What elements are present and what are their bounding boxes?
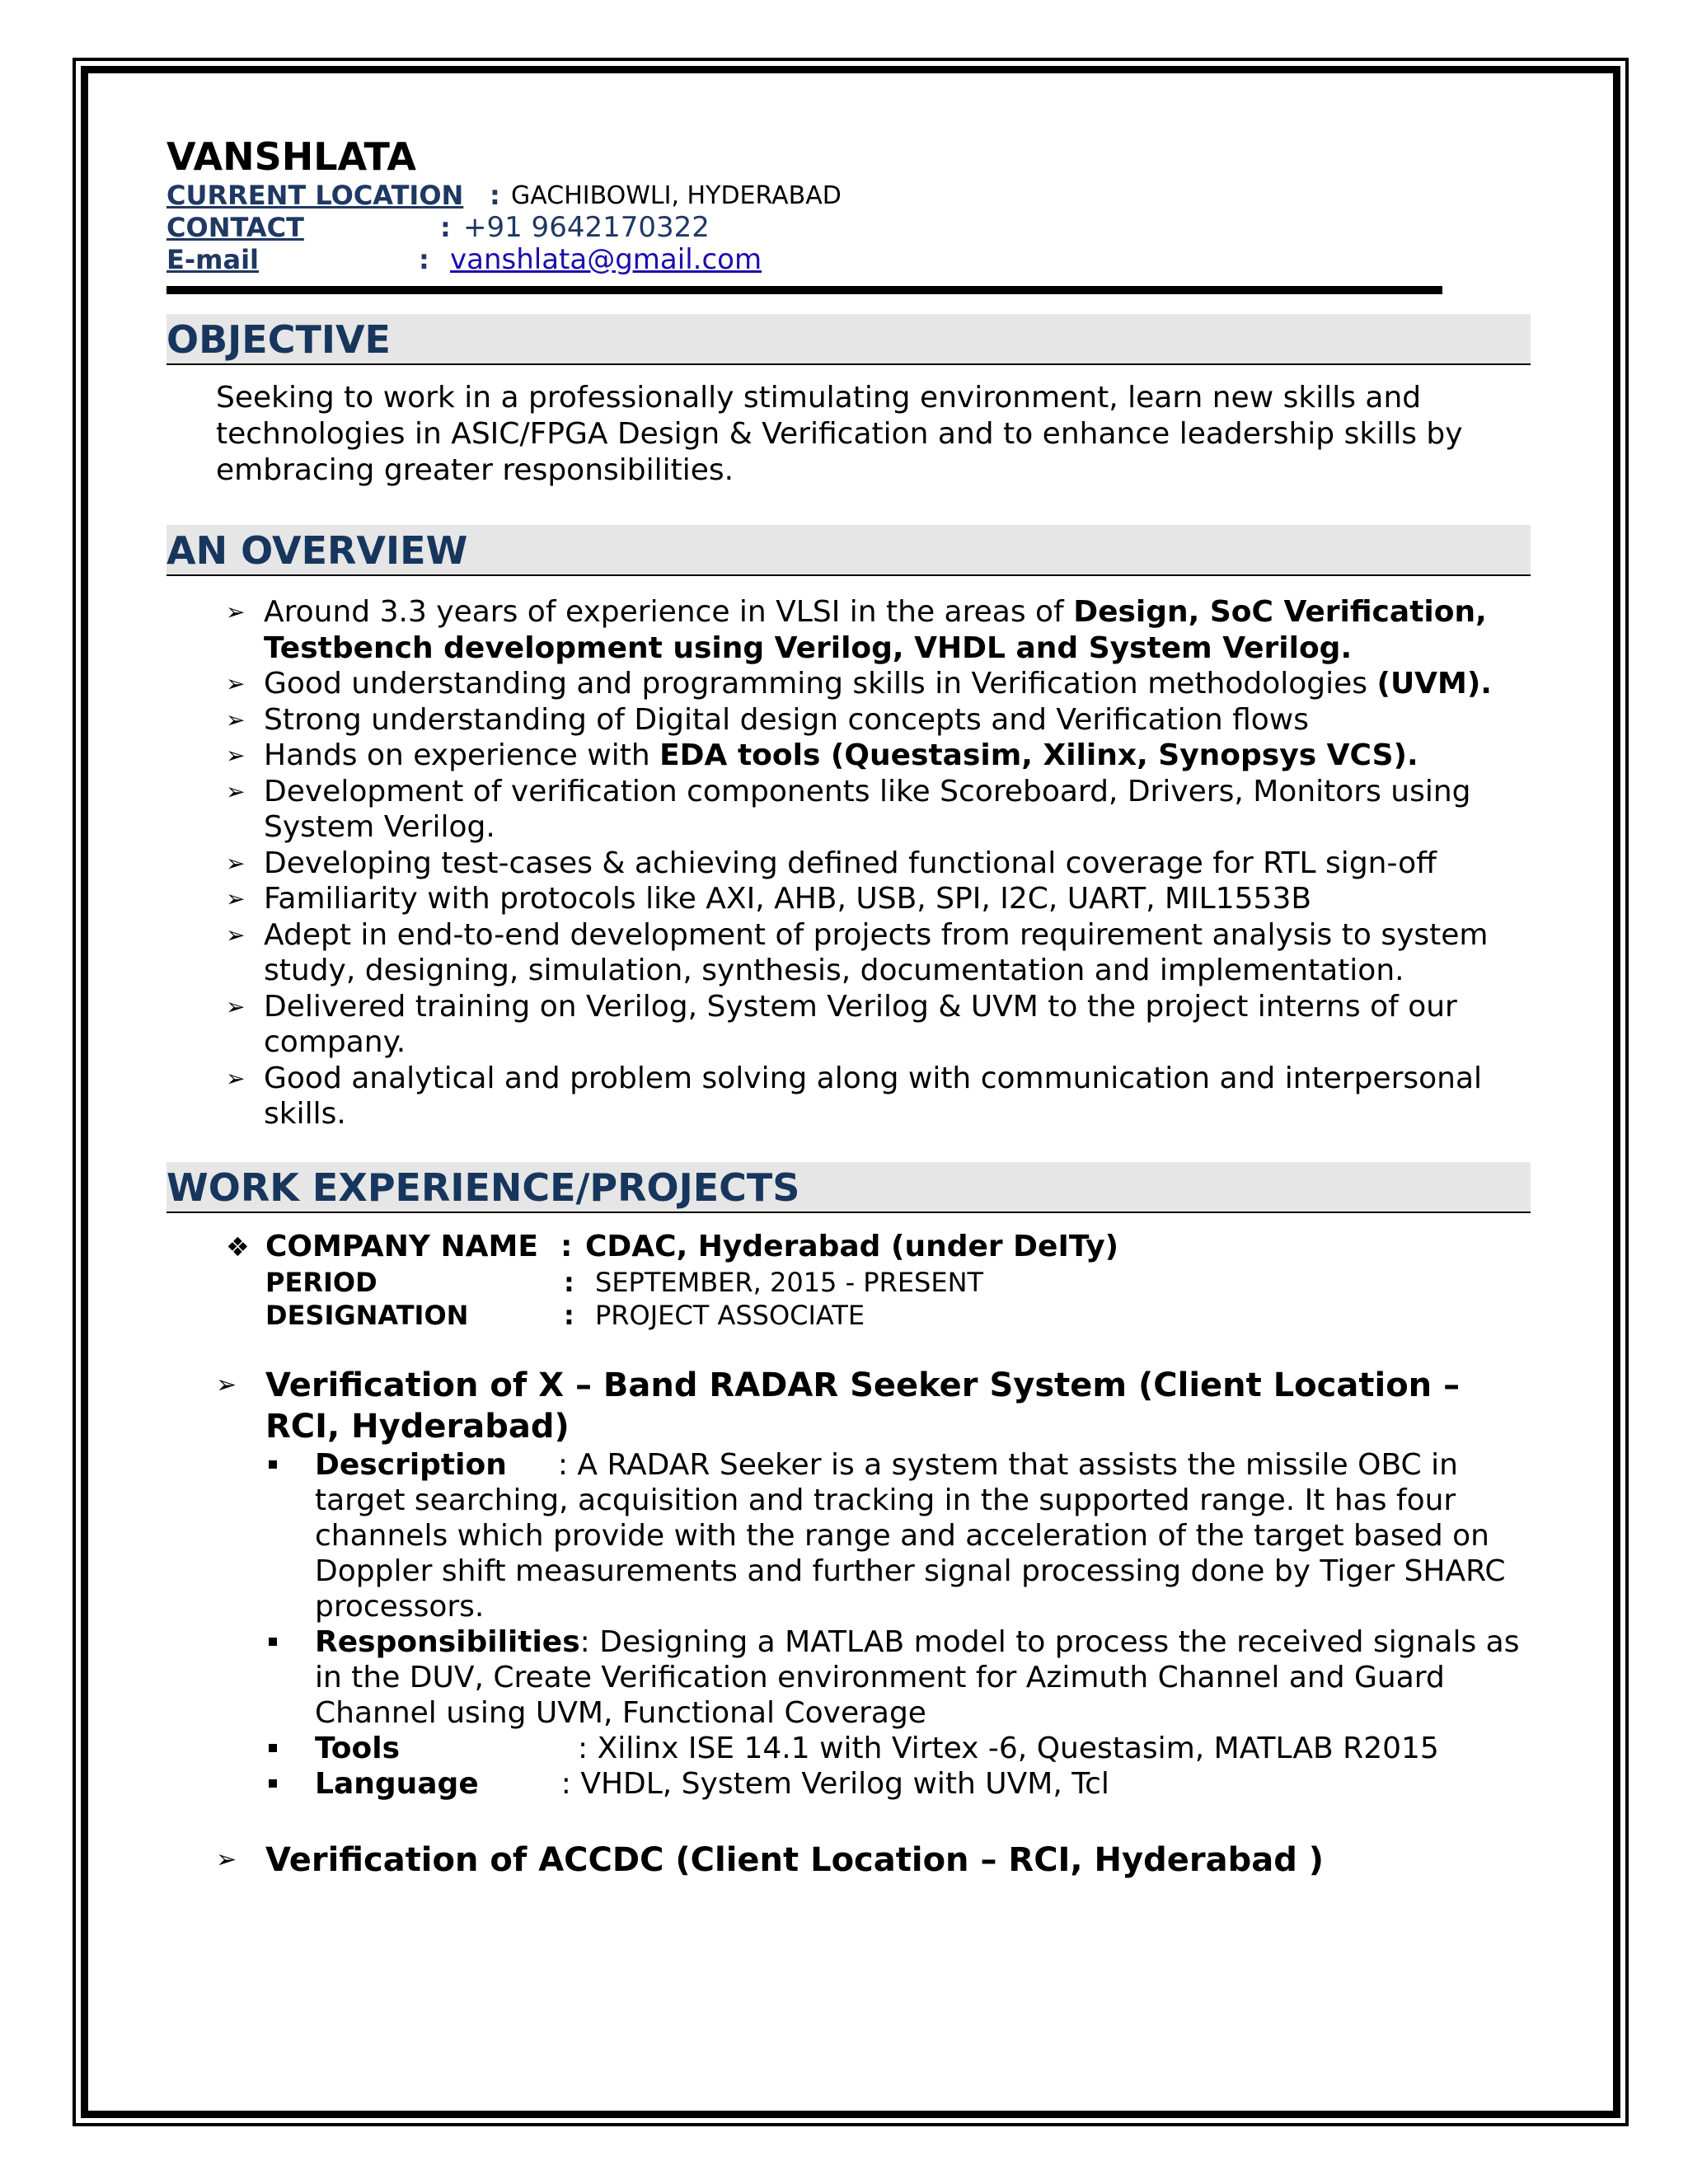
overview-item-text: Development of verification components like Scoreboard, Drivers, Monitors using System Verilog. xyxy=(264,774,1471,844)
tools-value: : Xilinx ISE 14.1 with Virtex -6, Questasim, MATLAB R2015 xyxy=(578,1731,1439,1765)
overview-item-bold: EDA tools (Questasim, Xilinx, Synopsys VCS). xyxy=(659,738,1418,772)
overview-item-text: Strong understanding of Digital design concepts and Verification flows xyxy=(264,702,1309,737)
email-link[interactable]: vanshlata@gmail.com xyxy=(450,243,762,276)
project-title-text: Verification of ACCDC (Client Location – RCI, Hyderabad ) xyxy=(265,1840,1325,1879)
designation-colon: : xyxy=(564,1299,574,1331)
tools-label: Tools xyxy=(315,1731,401,1765)
overview-item-text: Developing test-cases & achieving defined functional coverage for RTL sign-off xyxy=(264,846,1437,880)
overview-item xyxy=(166,917,1531,989)
arrow-bullet-icon: ➢ xyxy=(216,1844,237,1874)
arrow-bullet-icon: ➢ xyxy=(226,1064,246,1092)
period-label: PERIOD xyxy=(265,1266,377,1298)
arrow-bullet-icon: ➢ xyxy=(226,885,246,912)
overview-item xyxy=(166,738,1531,774)
location-colon: : xyxy=(490,180,500,211)
language-value: : VHDL, System Verilog with UVM, Tcl xyxy=(560,1766,1109,1801)
arrow-bullet-icon: ➢ xyxy=(226,742,246,769)
description-label: Description xyxy=(315,1447,507,1482)
contact-row xyxy=(166,212,1531,244)
square-bullet-icon xyxy=(269,1744,277,1752)
email-row xyxy=(166,244,1531,276)
candidate-name: VANSHLATA xyxy=(166,134,416,179)
arrow-bullet-icon: ➢ xyxy=(226,849,246,877)
overview-item xyxy=(166,702,1531,738)
company-row xyxy=(166,1228,1531,1266)
overview-item-bold: (UVM). xyxy=(1376,667,1492,701)
overview-item-text: Around 3.3 years of experience in VLSI in the areas of xyxy=(264,595,1074,629)
overview-item-bold: Design, SoC Verification, Testbench development using Verilog, VHDL and System Verilog. xyxy=(264,595,1487,665)
objective-text: Seeking to work in a professionally stimulating environment, learn new skills and technologies in ASIC/FPGA Design & Verification and to enhance leadership skills by embracing greater responsibilities. xyxy=(216,381,1463,487)
overview-item-text: Familiarity with protocols like AXI, AHB, USB, SPI, I2C, UART, MIL1553B xyxy=(264,882,1312,916)
arrow-bullet-icon: ➢ xyxy=(226,598,246,626)
overview-item-text: Delivered training on Verilog, System Verilog & UVM to the project interns of our company. xyxy=(264,989,1457,1059)
location-value: GACHIBOWLI, HYDERABAD xyxy=(511,181,842,210)
project-tools xyxy=(166,1731,1531,1766)
location-label: CURRENT LOCATION xyxy=(166,180,464,211)
arrow-bullet-icon: ➢ xyxy=(226,670,246,697)
project-title-text: Verification of X – Band RADAR Seeker System (Client Location – RCI, Hyderabad) xyxy=(265,1366,1461,1446)
contact-colon: : xyxy=(440,212,451,243)
description-value: : A RADAR Seeker is a system that assists the missile OBC in target searching, acquisition and tracking in the supported range. It has four channels which provide with the range and acceleration of the target based on Doppler shift measurements and further signal processing done by Tiger SHARC processors. xyxy=(315,1447,1506,1624)
arrow-bullet-icon: ➢ xyxy=(226,705,246,733)
arrow-bullet-icon: ➢ xyxy=(226,921,246,949)
company-block xyxy=(166,1228,1531,1332)
email-label: E-mail xyxy=(166,244,260,275)
email-colon: : xyxy=(419,244,429,275)
responsibilities-value: : Designing a MATLAB model to process the received signals as in the DUV, Create Verification environment for Azimuth Channel and Guard Channel using UVM, Functional Coverage xyxy=(315,1624,1520,1730)
diamond-bullet-icon: ❖ xyxy=(226,1230,250,1263)
square-bullet-icon xyxy=(269,1638,277,1646)
objective-heading: OBJECTIVE xyxy=(166,314,1531,365)
arrow-bullet-icon: ➢ xyxy=(226,992,246,1020)
overview-item xyxy=(166,774,1531,846)
arrow-bullet-icon: ➢ xyxy=(216,1370,237,1399)
project-title xyxy=(166,1840,1531,1881)
overview-item xyxy=(166,846,1531,882)
location-row xyxy=(166,180,1531,212)
contact-label: CONTACT xyxy=(166,212,304,243)
project-title xyxy=(166,1365,1531,1447)
company-value: CDAC, Hyderabad (under DeITy) xyxy=(585,1229,1119,1263)
overview-item xyxy=(166,881,1531,917)
project-description xyxy=(166,1447,1531,1624)
overview-item-text: Hands on experience with xyxy=(264,738,660,772)
language-label: Language xyxy=(315,1766,479,1801)
overview-item xyxy=(166,594,1531,666)
designation-row xyxy=(166,1299,1531,1332)
project-language xyxy=(166,1766,1531,1802)
overview-item xyxy=(166,989,1531,1061)
designation-label: DESIGNATION xyxy=(265,1299,469,1331)
overview-item-text: Good analytical and problem solving along with communication and interpersonal skills. xyxy=(264,1061,1483,1131)
responsibilities-label: Responsibilities xyxy=(315,1624,580,1659)
designation-value: PROJECT ASSOCIATE xyxy=(595,1299,865,1331)
period-value: SEPTEMBER, 2015 - PRESENT xyxy=(595,1266,984,1298)
overview-list xyxy=(166,594,1531,1132)
project-responsibilities xyxy=(166,1624,1531,1731)
overview-item xyxy=(166,666,1531,702)
period-colon: : xyxy=(564,1266,574,1298)
work-heading: WORK EXPERIENCE/PROJECTS xyxy=(166,1162,1531,1213)
resume-content xyxy=(166,134,1531,1881)
contact-value: +91 9642170322 xyxy=(463,211,710,244)
company-label: COMPANY NAME xyxy=(265,1229,538,1263)
square-bullet-icon xyxy=(269,1460,277,1469)
square-bullet-icon xyxy=(269,1779,277,1788)
company-colon: : xyxy=(560,1229,573,1263)
overview-item-text: Good understanding and programming skills in Verification methodologies xyxy=(264,667,1377,701)
header-divider xyxy=(166,286,1442,294)
arrow-bullet-icon: ➢ xyxy=(226,777,246,805)
overview-item xyxy=(166,1061,1531,1132)
overview-item-text: Adept in end-to-end development of projects from requirement analysis to system study, designing, simulation, synthesis, documentation and implementation. xyxy=(264,917,1489,987)
overview-heading: AN OVERVIEW xyxy=(166,525,1531,576)
period-row xyxy=(166,1266,1531,1299)
